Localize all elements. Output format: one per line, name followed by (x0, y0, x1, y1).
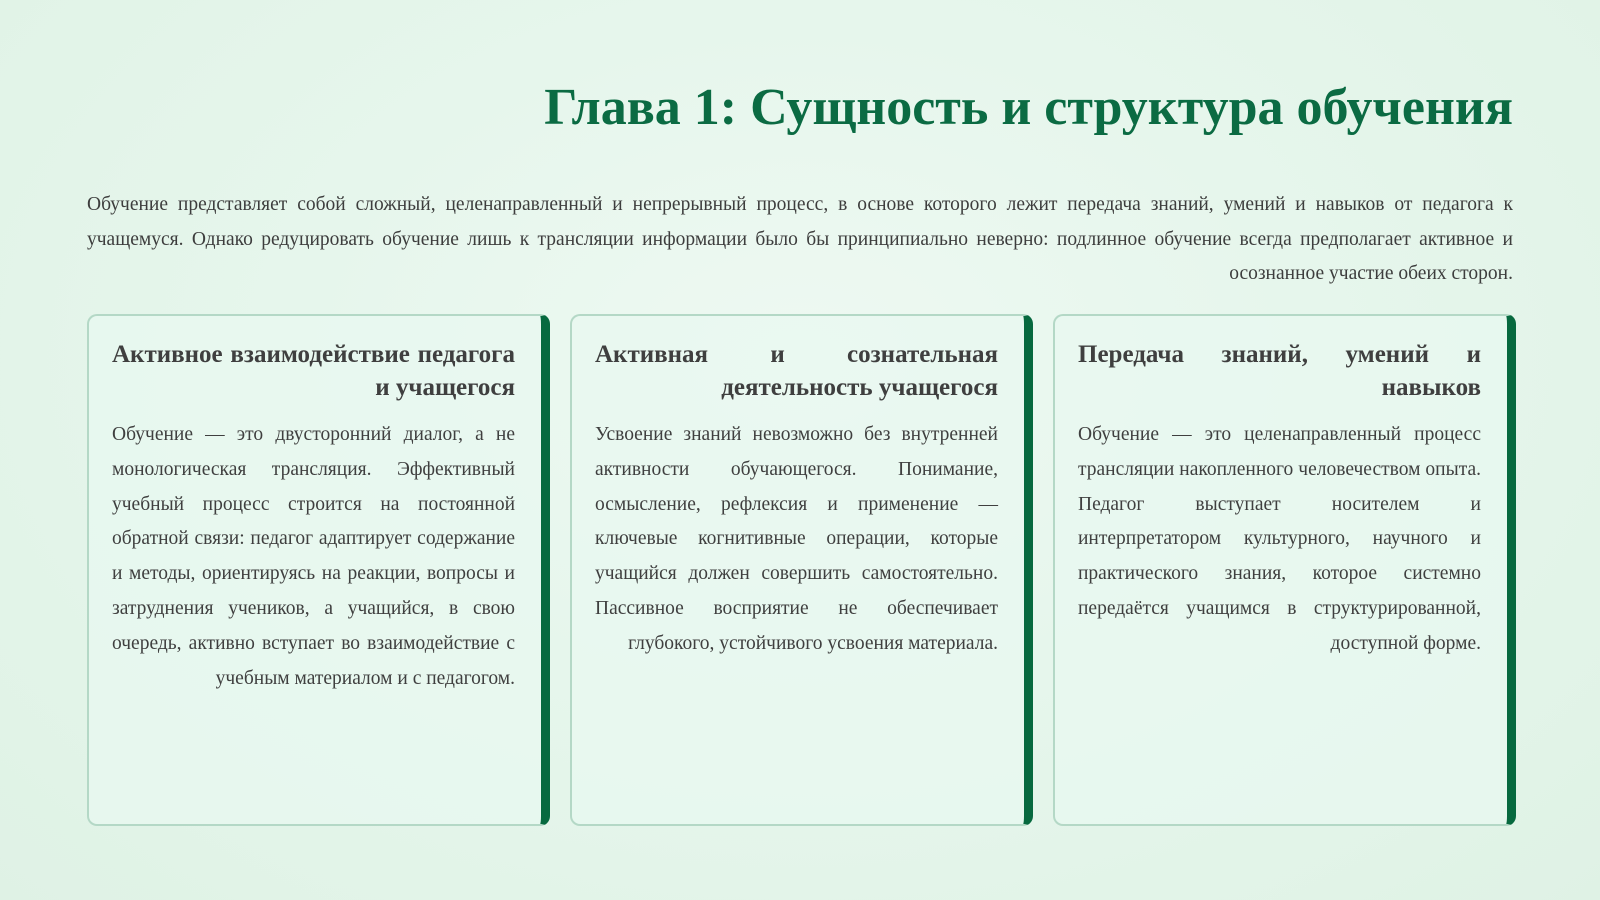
card-title: Передача знаний, умений и навыков (1078, 341, 1481, 401)
card-knowledge-transfer (1053, 314, 1516, 826)
card-text: Усвоение знаний невозможно без внутренней активности обучающегося. Понимание, осмысление, рефлексия и применение — ключевые когнитивные операции, которые учащийся должен совершить самостоятельно. Пассивное восприятие не обеспечивает глубокого, устойчивого усвоения материала. (595, 424, 998, 654)
intro-paragraph: Обучение представляет собой сложный, целенаправленный и непрерывный процесс, в основе которого лежит передача знаний, умений и навыков от педагога к учащемуся. Однако редуцировать обучение лишь к трансляции информации было бы принципиально неверно: подлинное обучение всегда предполагает активное и осознанное участие обеих сторон. (87, 194, 1513, 284)
card-title: Активная и сознательная деятельность учащегося (595, 341, 998, 401)
card-active-interaction (87, 314, 550, 826)
slide-title: Глава 1: Сущность и структура обучения (544, 79, 1513, 136)
card-conscious-activity (570, 314, 1033, 826)
card-text: Обучение — это двусторонний диалог, а не монологическая трансляция. Эффективный учебный процесс строится на постоянной обратной связи: педагог адаптирует содержание и методы, ориентируясь на реакции, вопросы и затруднения учеников, а учащийся, в свою очередь, активно вступает во взаимодействие с учебным материалом и с педагогом. (112, 424, 515, 689)
card-title: Активное взаимодействие педагога и учащегося (112, 341, 515, 401)
cards-row (87, 314, 1517, 826)
card-text: Обучение — это целенаправленный процесс трансляции накопленного человечеством опыта. Педагог выступает носителем и интерпретатором культурного, научного и практического знания, которое системно передаётся учащимся в структурированной, доступной форме. (1078, 424, 1481, 654)
